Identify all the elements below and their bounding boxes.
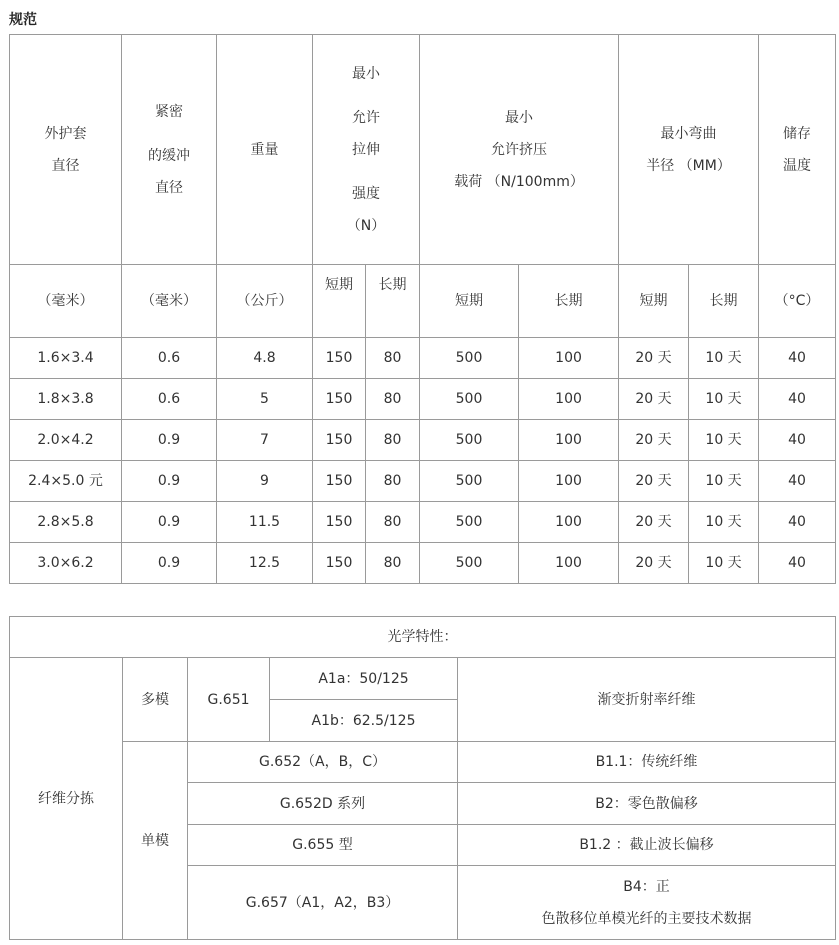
header-storage-temp: 储存 温度 (759, 35, 836, 265)
table-row (10, 502, 836, 543)
cell-tensile-long: 80 (366, 502, 420, 543)
cell-crush-short: 500 (420, 379, 519, 420)
cell-bend-long: 10 天 (689, 543, 759, 584)
cell-crush-short: 500 (420, 502, 519, 543)
unit-tensile-short: 短期 (313, 265, 366, 338)
cell-weight: 11.5 (217, 502, 313, 543)
cell-crush-long: 100 (519, 502, 619, 543)
cell-crush-long: 100 (519, 461, 619, 502)
cell-tensile-short: 150 (313, 338, 366, 379)
header-weight: 重量 (217, 35, 313, 265)
header-bend-radius: 最小弯曲 半径 （MM） (619, 35, 759, 265)
cell-bend-long: 10 天 (689, 502, 759, 543)
section-heading: 规范 (9, 12, 37, 28)
cell-crush-short: 500 (420, 420, 519, 461)
singlemode-standard: G.655 型 (188, 825, 458, 866)
singlemode-description: B4：正 色散移位单模光纤的主要技术数据 (458, 866, 836, 940)
cell-jacket-diameter: 2.8×5.8 (10, 502, 122, 543)
cell-weight: 7 (217, 420, 313, 461)
singlemode-standard: G.652（A，B，C） (188, 742, 458, 783)
cell-bend-long: 10 天 (689, 461, 759, 502)
cell-storage-temp: 40 (759, 338, 836, 379)
cell-bend-short: 20 天 (619, 543, 689, 584)
unit-crush-long: 长期 (519, 265, 619, 338)
table-row (10, 420, 836, 461)
unit-weight: （公斤） (217, 265, 313, 338)
unit-bend-long: 长期 (689, 265, 759, 338)
table-row (10, 461, 836, 502)
header-tensile-strength: 最小 允许 拉伸 强度 （N） (313, 35, 420, 265)
cell-weight: 12.5 (217, 543, 313, 584)
cell-bend-short: 20 天 (619, 379, 689, 420)
cell-storage-temp: 40 (759, 379, 836, 420)
multimode-row-a1a (10, 658, 836, 700)
cell-weight: 4.8 (217, 338, 313, 379)
cell-buffer-diameter: 0.9 (122, 502, 217, 543)
spec-header-row (10, 35, 836, 265)
singlemode-row (10, 742, 836, 783)
multimode-standard: G.651 (188, 658, 270, 742)
optical-characteristics-table (9, 616, 836, 940)
cell-tensile-long: 80 (366, 461, 420, 502)
cell-jacket-diameter: 2.0×4.2 (10, 420, 122, 461)
singlemode-standard: G.657（A1，A2，B3） (188, 866, 458, 940)
cell-buffer-diameter: 0.9 (122, 420, 217, 461)
singlemode-description: B1.2 ：截止波长偏移 (458, 825, 836, 866)
singlemode-description: B2：零色散偏移 (458, 783, 836, 825)
table-row (10, 338, 836, 379)
table-row (10, 379, 836, 420)
cell-crush-long: 100 (519, 420, 619, 461)
specification-table (9, 34, 836, 584)
cell-crush-long: 100 (519, 379, 619, 420)
multimode-description: 渐变折射率纤维 (458, 658, 836, 742)
cell-crush-short: 500 (420, 338, 519, 379)
cell-tensile-short: 150 (313, 379, 366, 420)
cell-bend-short: 20 天 (619, 461, 689, 502)
multimode-label: 多模 (123, 658, 188, 742)
spec-units-row (10, 265, 836, 338)
cell-storage-temp: 40 (759, 420, 836, 461)
multimode-a1b: A1b：62.5/125 (270, 700, 458, 742)
cell-tensile-short: 150 (313, 502, 366, 543)
cell-crush-long: 100 (519, 543, 619, 584)
cell-bend-short: 20 天 (619, 338, 689, 379)
unit-tensile-long: 长期 (366, 265, 420, 338)
cell-weight: 9 (217, 461, 313, 502)
cell-bend-short: 20 天 (619, 502, 689, 543)
cell-jacket-diameter: 3.0×6.2 (10, 543, 122, 584)
cell-crush-short: 500 (420, 461, 519, 502)
cell-tensile-short: 150 (313, 461, 366, 502)
cell-storage-temp: 40 (759, 461, 836, 502)
cell-storage-temp: 40 (759, 502, 836, 543)
cell-storage-temp: 40 (759, 543, 836, 584)
fiber-category: 纤维分拣 (10, 658, 123, 940)
cell-jacket-diameter: 1.6×3.4 (10, 338, 122, 379)
cell-weight: 5 (217, 379, 313, 420)
unit-crush-short: 短期 (420, 265, 519, 338)
cell-bend-short: 20 天 (619, 420, 689, 461)
singlemode-description: B1.1：传统纤维 (458, 742, 836, 783)
cell-crush-short: 500 (420, 543, 519, 584)
cell-jacket-diameter: 2.4×5.0 元 (10, 461, 122, 502)
cell-crush-long: 100 (519, 338, 619, 379)
cell-tensile-long: 80 (366, 420, 420, 461)
cell-bend-long: 10 天 (689, 338, 759, 379)
unit-buffer: （毫米） (122, 265, 217, 338)
spec-data-rows (10, 338, 836, 584)
header-buffer-diameter: 紧密 的缓冲 直径 (122, 35, 217, 265)
cell-tensile-short: 150 (313, 543, 366, 584)
cell-buffer-diameter: 0.6 (122, 379, 217, 420)
singlemode-label: 单模 (123, 742, 188, 940)
unit-storage: （°C） (759, 265, 836, 338)
cell-tensile-long: 80 (366, 379, 420, 420)
cell-bend-long: 10 天 (689, 420, 759, 461)
header-jacket-diameter: 外护套 直径 (10, 35, 122, 265)
cell-tensile-short: 150 (313, 420, 366, 461)
cell-jacket-diameter: 1.8×3.8 (10, 379, 122, 420)
optical-title-row (10, 617, 836, 658)
cell-bend-long: 10 天 (689, 379, 759, 420)
cell-buffer-diameter: 0.9 (122, 543, 217, 584)
table-row (10, 543, 836, 584)
header-crush-load: 最小 允许挤压 载荷 （N/100mm） (420, 35, 619, 265)
unit-bend-short: 短期 (619, 265, 689, 338)
multimode-a1a: A1a：50/125 (270, 658, 458, 700)
unit-jacket: （毫米） (10, 265, 122, 338)
cell-buffer-diameter: 0.6 (122, 338, 217, 379)
cell-buffer-diameter: 0.9 (122, 461, 217, 502)
cell-tensile-long: 80 (366, 338, 420, 379)
cell-tensile-long: 80 (366, 543, 420, 584)
optical-title: 光学特性： (10, 617, 836, 658)
singlemode-standard: G.652D 系列 (188, 783, 458, 825)
